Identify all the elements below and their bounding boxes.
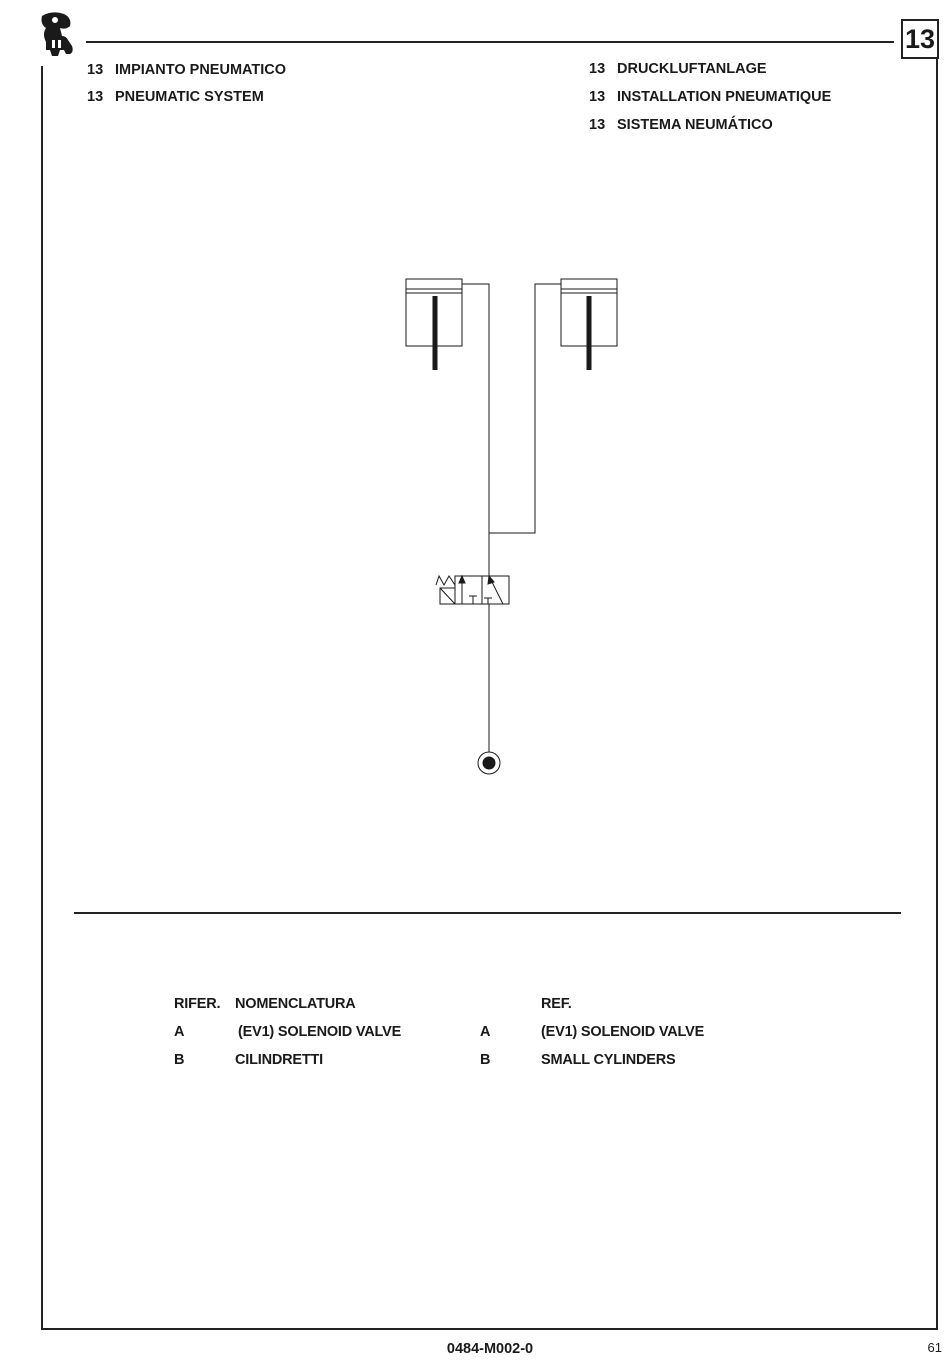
title-number: 13 — [589, 89, 606, 105]
title-text: PNEUMATIC SYSTEM — [115, 89, 264, 105]
document-code: 0484-M002-0 — [446, 1341, 534, 1357]
table-row-ref-en: A — [480, 1024, 491, 1040]
title-text: DRUCKLUFTANLAGE — [617, 61, 767, 77]
table-header-ref-en: REF. — [541, 996, 572, 1012]
title-text: SISTEMA NEUMÁTICO — [617, 117, 773, 133]
bottom-frame-line — [41, 1328, 938, 1330]
chapter-number-box: 13 — [901, 19, 939, 59]
air-lines — [462, 284, 561, 752]
table-row-ref-it: B — [174, 1052, 185, 1068]
table-row-name-en: SMALL CYLINDERS — [541, 1052, 676, 1068]
section-separator — [74, 912, 901, 914]
table-row-name-it: (EV1) SOLENOID VALVE — [238, 1024, 402, 1040]
table-header-ref-it: RIFER. — [174, 996, 221, 1012]
cylinder-right — [561, 279, 617, 370]
table-header-nomenclature: NOMENCLATURA — [235, 996, 356, 1012]
cylinder-left — [406, 279, 462, 370]
air-supply-symbol — [478, 752, 500, 774]
page-number: 61 — [927, 1340, 942, 1355]
title-text: INSTALLATION PNEUMATIQUE — [617, 89, 832, 105]
table-row-ref-en: B — [480, 1052, 491, 1068]
table-row-ref-it: A — [174, 1024, 185, 1040]
table-row-name-it: CILINDRETTI — [235, 1052, 324, 1068]
title-number: 13 — [87, 62, 104, 78]
title-number: 13 — [87, 89, 104, 105]
title-number: 13 — [589, 61, 606, 77]
solenoid-valve-symbol — [436, 576, 509, 604]
title-number: 13 — [589, 117, 606, 133]
title-text: IMPIANTO PNEUMATICO — [115, 62, 287, 78]
table-row-name-en: (EV1) SOLENOID VALVE — [541, 1024, 705, 1040]
